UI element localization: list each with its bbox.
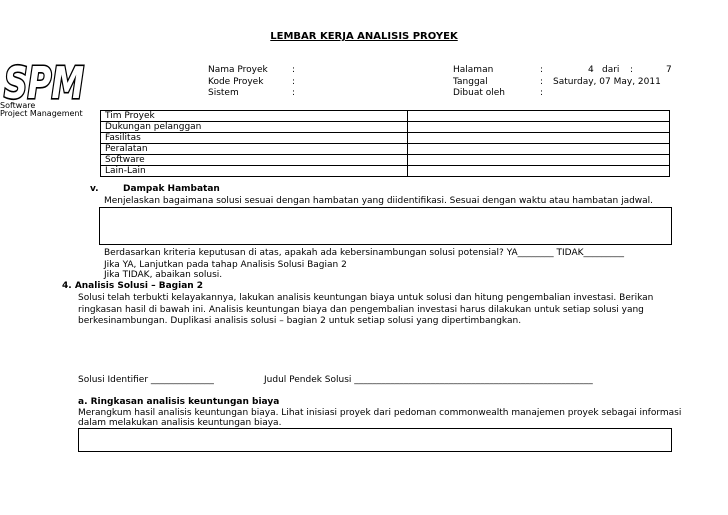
- sistem-label: Sistem: [208, 88, 239, 98]
- colon: :: [540, 65, 544, 75]
- halaman-label: Halaman: [453, 65, 494, 75]
- section-v-number: v.: [90, 184, 99, 194]
- halaman-value: 4: [588, 65, 594, 75]
- table-row: [101, 111, 670, 122]
- table-row: [101, 144, 670, 155]
- section-4-title: 4. Analisis Solusi – Bagian 2: [62, 281, 204, 291]
- table-cell-label: Peralatan: [101, 144, 408, 155]
- criteria-text: Berdasarkan kriteria keputusan di atas, apakah ada kebersinambungan solusi potensial? YA________ TIDAK_________: [104, 248, 624, 258]
- section-v-description: Menjelaskan bagaimana solusi sesuai dengan hambatan yang diidentifikasi. Sesuai dengan waktu atau hambatan jadwal.: [104, 196, 654, 206]
- section-a-line: Merangkum hasil analisis keuntungan biaya. Lihat inisiasi proyek dari pedoman commonwealth manajemen proyek sebagai informasi: [78, 408, 682, 418]
- table-row: [101, 155, 670, 166]
- colon: :: [540, 77, 544, 87]
- section-4-line: ringkasan hasil di bawah ini. Analisis keuntungan biaya dan pengembalian investasi harus dilakukan untuk setiap solusi yang: [78, 305, 644, 315]
- table-cell-label: Lain-Lain: [101, 166, 408, 177]
- colon: :: [630, 65, 634, 75]
- nama-proyek-label: Nama Proyek: [208, 65, 268, 75]
- table-cell-label: Dukungan pelanggan: [101, 122, 408, 133]
- dampak-hambatan-input[interactable]: [99, 207, 672, 245]
- logo-subtitle-2: Project Management: [0, 109, 83, 118]
- ringkasan-input[interactable]: [78, 428, 672, 452]
- colon: :: [292, 77, 296, 87]
- table-cell-label: Tim Proyek: [101, 111, 408, 122]
- tanggal-label: Tanggal: [453, 77, 488, 87]
- page-title: LEMBAR KERJA ANALISIS PROYEK: [270, 31, 458, 42]
- dari-label: dari: [602, 65, 620, 75]
- spm-logo: [2, 58, 86, 102]
- table-cell-value[interactable]: [408, 144, 670, 155]
- section-a-title: a. Ringkasan analisis keuntungan biaya: [78, 397, 280, 407]
- if-yes-text: Jika YA, Lanjutkan pada tahap Analisis Solusi Bagian 2: [104, 260, 347, 270]
- table-cell-label: Software: [101, 155, 408, 166]
- table-row: [101, 166, 670, 177]
- table-cell-value[interactable]: [408, 166, 670, 177]
- table-cell-value[interactable]: [408, 111, 670, 122]
- table-cell-value[interactable]: [408, 122, 670, 133]
- section-4-line: Solusi telah terbukti kelayakannya, lakukan analisis keuntungan biaya untuk solusi dan hitung pengembalian investasi. Berikan: [78, 293, 654, 303]
- total-pages: 7: [666, 65, 672, 75]
- kode-proyek-label: Kode Proyek: [208, 77, 264, 87]
- hambatan-table: [100, 110, 670, 177]
- section-v-title: Dampak Hambatan: [123, 184, 220, 194]
- logo-subtitle-1: Software: [0, 101, 36, 110]
- svg-text:SPM: SPM: [4, 58, 84, 102]
- if-no-text: Jika TIDAK, abaikan solusi.: [104, 270, 223, 280]
- colon: :: [540, 88, 544, 98]
- tanggal-value: Saturday, 07 May, 2011: [553, 77, 661, 87]
- solusi-identifier-field[interactable]: Solusi Identifier ______________: [78, 375, 214, 385]
- table-cell-value[interactable]: [408, 155, 670, 166]
- table-row: [101, 122, 670, 133]
- table-row: [101, 133, 670, 144]
- colon: :: [292, 65, 296, 75]
- dibuat-oleh-label: Dibuat oleh: [453, 88, 506, 98]
- judul-pendek-field[interactable]: Judul Pendek Solusi _____________________________________________________: [264, 375, 593, 385]
- table-cell-value[interactable]: [408, 133, 670, 144]
- colon: :: [292, 88, 296, 98]
- table-cell-label: Fasilitas: [101, 133, 408, 144]
- section-4-line: berkesinambungan. Duplikasi analisis solusi – bagian 2 untuk setiap solusi yang dipertimbangkan.: [78, 316, 522, 326]
- section-a-line: dalam melakukan analisis keuntungan biaya.: [78, 418, 282, 428]
